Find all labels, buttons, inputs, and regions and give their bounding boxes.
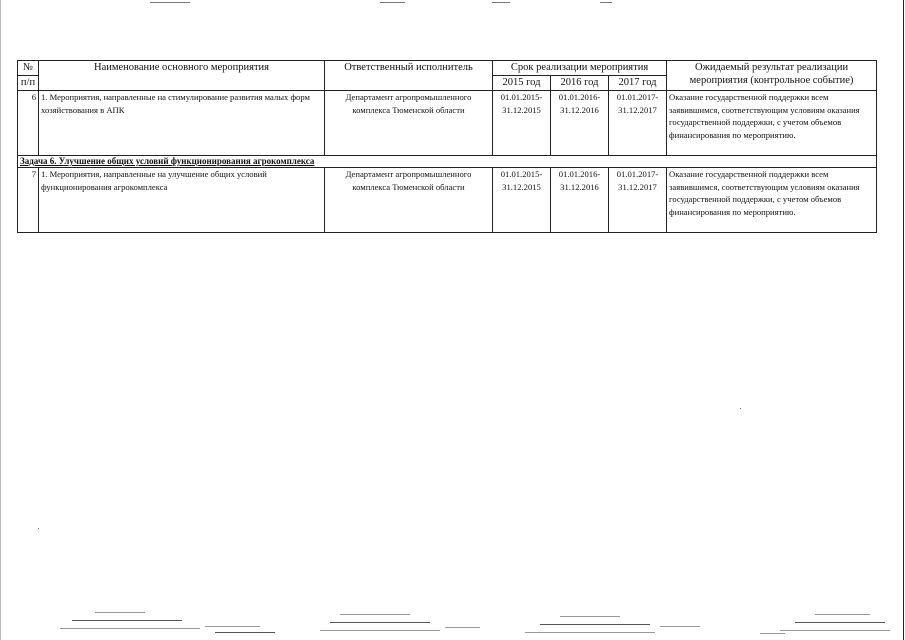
period-end: 31.12.2015	[502, 104, 541, 115]
row-6-executor: Департамент агропромышленного комплекса Тюменской области	[325, 91, 493, 156]
activities-table	[17, 60, 877, 233]
header-number-2: п/п	[18, 76, 39, 91]
period-start: 01.01.2016-	[558, 92, 601, 102]
period-start: 01.01.2015-	[500, 169, 543, 179]
header-period: Срок реализации мероприятия	[493, 61, 667, 76]
row-7-period-2017	[609, 168, 667, 233]
header-result-line-2: мероприятия (контрольное событие)	[689, 75, 854, 86]
row-7-result	[667, 168, 877, 233]
row-7-activity: 1. Мероприятия, направленные на улучшение общих условий функционирования агрокомплекса	[39, 168, 325, 233]
period-start: 01.01.2016-	[558, 169, 601, 179]
scan-speck	[740, 408, 741, 409]
header-year-2017: 2017 год	[609, 76, 667, 91]
header-year-2016: 2016 год	[551, 76, 609, 91]
header-executor: Ответственный исполнитель	[325, 61, 493, 91]
row-7-period-2016	[551, 168, 609, 233]
scan-edge-right	[903, 0, 904, 640]
period-start: 01.01.2017-	[616, 92, 659, 102]
period-end: 31.12.2017	[618, 181, 657, 192]
period-start: 01.01.2015-	[500, 92, 543, 102]
header-expected-result	[667, 61, 877, 91]
row-6-activity: 1. Мероприятия, направленные на стимулирование развития малых форм хозяйствования в АПК	[39, 91, 325, 156]
row-6-period-2017	[609, 91, 667, 156]
row-7-number: 7	[18, 168, 39, 233]
header-number-1: №	[18, 61, 39, 76]
row-7-period-2015	[493, 168, 551, 233]
row-7-result-text: Оказание государственной поддержки всем заявившимся, соответствующим условиям оказания государственной поддержки, с учетом объемов финансирования по мероприятию.	[669, 169, 860, 217]
row-6-result	[667, 91, 877, 156]
period-end: 31.12.2016	[560, 181, 599, 192]
period-end: 31.12.2015	[502, 181, 541, 192]
row-6-result-text: Оказание государственной поддержки всем заявившимся, соответствующим условиям оказания государственной поддержки, с учетом объемов финансирования по мероприятию.	[669, 92, 860, 140]
header-year-2015: 2015 год	[493, 76, 551, 91]
scan-speck	[38, 528, 39, 529]
scan-top-artifact	[0, 2, 905, 5]
row-6-period-2015	[493, 91, 551, 156]
period-start: 01.01.2017-	[616, 169, 659, 179]
header-activity-name: Наименование основного мероприятия	[39, 61, 325, 91]
header-result-line-1: Ожидаемый результат реализации	[694, 62, 849, 73]
row-7-executor: Департамент агропромышленного комплекса Тюменской области	[325, 168, 493, 233]
scan-edge-left	[0, 0, 1, 640]
task-6-heading: Задача 6. Улучшение общих условий функционирования агрокомплекса	[18, 156, 877, 168]
period-end: 31.12.2017	[618, 104, 657, 115]
row-6-number: 6	[18, 91, 39, 156]
period-end: 31.12.2016	[560, 104, 599, 115]
row-6-period-2016	[551, 91, 609, 156]
